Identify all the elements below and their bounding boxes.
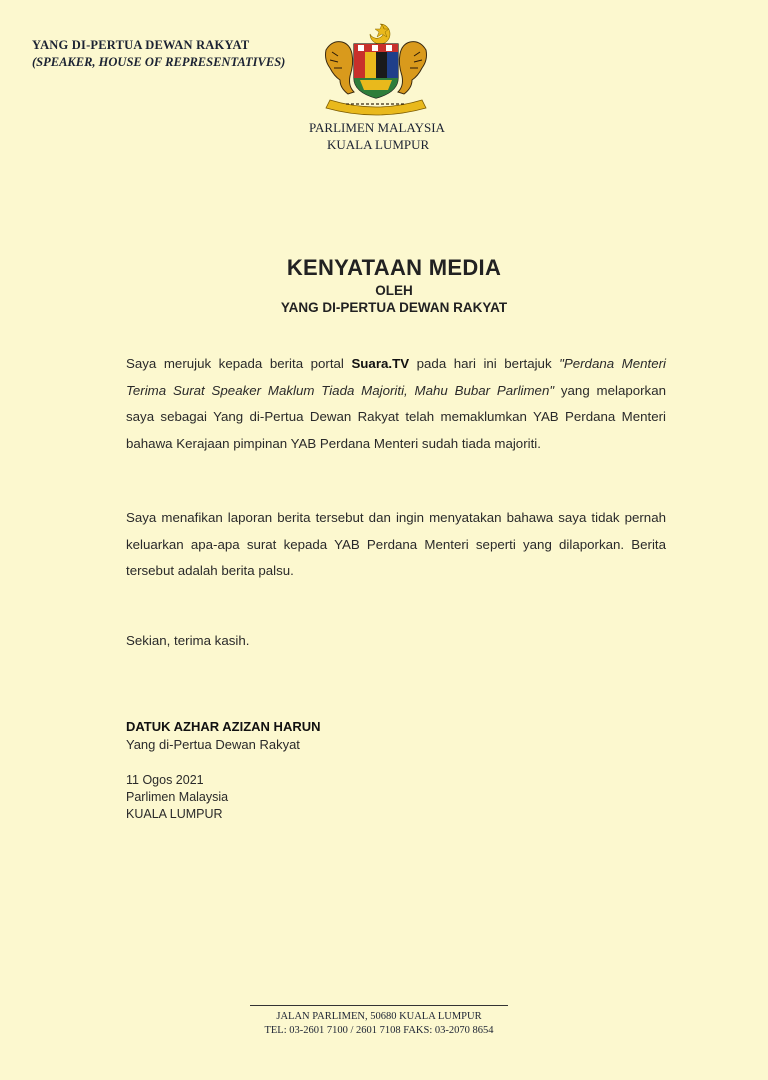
paragraph-1-mid: pada hari ini bertajuk xyxy=(409,356,560,371)
footer-contact: TEL: 03-2601 7100 / 2601 7108 FAKS: 03-2070 8654 xyxy=(264,1025,494,1036)
paragraph-2: Saya menafikan laporan berita tersebut dan ingin menyatakan bahawa saya tidak pernah keluarkan apa-apa surat kepada YAB Perdana Menteri seperti yang dilaporkan. Berita tersebut adalah berita palsu. xyxy=(126,510,666,578)
statement-date: 11 Ogos 2021 xyxy=(126,773,204,787)
paragraph-1-end: yang melaporkan saya sebagai Yang di-Pertua Dewan Rakyat telah memaklumkan YAB Perdana Menteri bahawa Kerajaan pimpinan YAB Perdana Menteri sudah tiada majoriti. xyxy=(126,382,666,451)
office-title: YANG DI-PERTUA DEWAN RAKYAT xyxy=(32,38,250,52)
signatory-name: DATUK AZHAR AZIZAN HARUN xyxy=(126,719,321,734)
title-by: OLEH xyxy=(375,283,413,298)
statement-title-block xyxy=(0,255,768,315)
signatory-role: Yang di-Pertua Dewan Rakyat xyxy=(126,737,300,752)
office-title-english: (SPEAKER, HOUSE OF REPRESENTATIVES) xyxy=(32,55,286,69)
parliament-address xyxy=(0,120,768,153)
signature-block xyxy=(126,719,321,752)
statement-city: KUALA LUMPUR xyxy=(126,807,223,821)
paragraph-1-intro: Saya merujuk kepada berita portal xyxy=(126,356,352,371)
news-portal-name: Suara.TV xyxy=(351,356,410,371)
letter-footer xyxy=(250,1005,508,1038)
coat-of-arms-icon xyxy=(318,20,434,116)
parliament-name: PARLIMEN MALAYSIA xyxy=(309,120,445,135)
footer-address: JALAN PARLIMEN, 50680 KUALA LUMPUR xyxy=(276,1011,482,1022)
statement-place: Parlimen Malaysia xyxy=(126,790,229,804)
date-place-block xyxy=(126,772,228,823)
title-author: YANG DI-PERTUA DEWAN RAKYAT xyxy=(280,300,508,315)
parliament-city: KUALA LUMPUR xyxy=(327,137,430,152)
office-header xyxy=(32,38,285,70)
paragraph-1 xyxy=(126,351,666,457)
closing-line: Sekian, terima kasih. xyxy=(126,633,250,648)
news-headline: "Perdana Menteri Terima Surat Speaker Maklum Tiada Majoriti, Mahu Bubar Parlimen" xyxy=(126,356,667,398)
document-title: KENYATAAN MEDIA xyxy=(286,255,502,280)
